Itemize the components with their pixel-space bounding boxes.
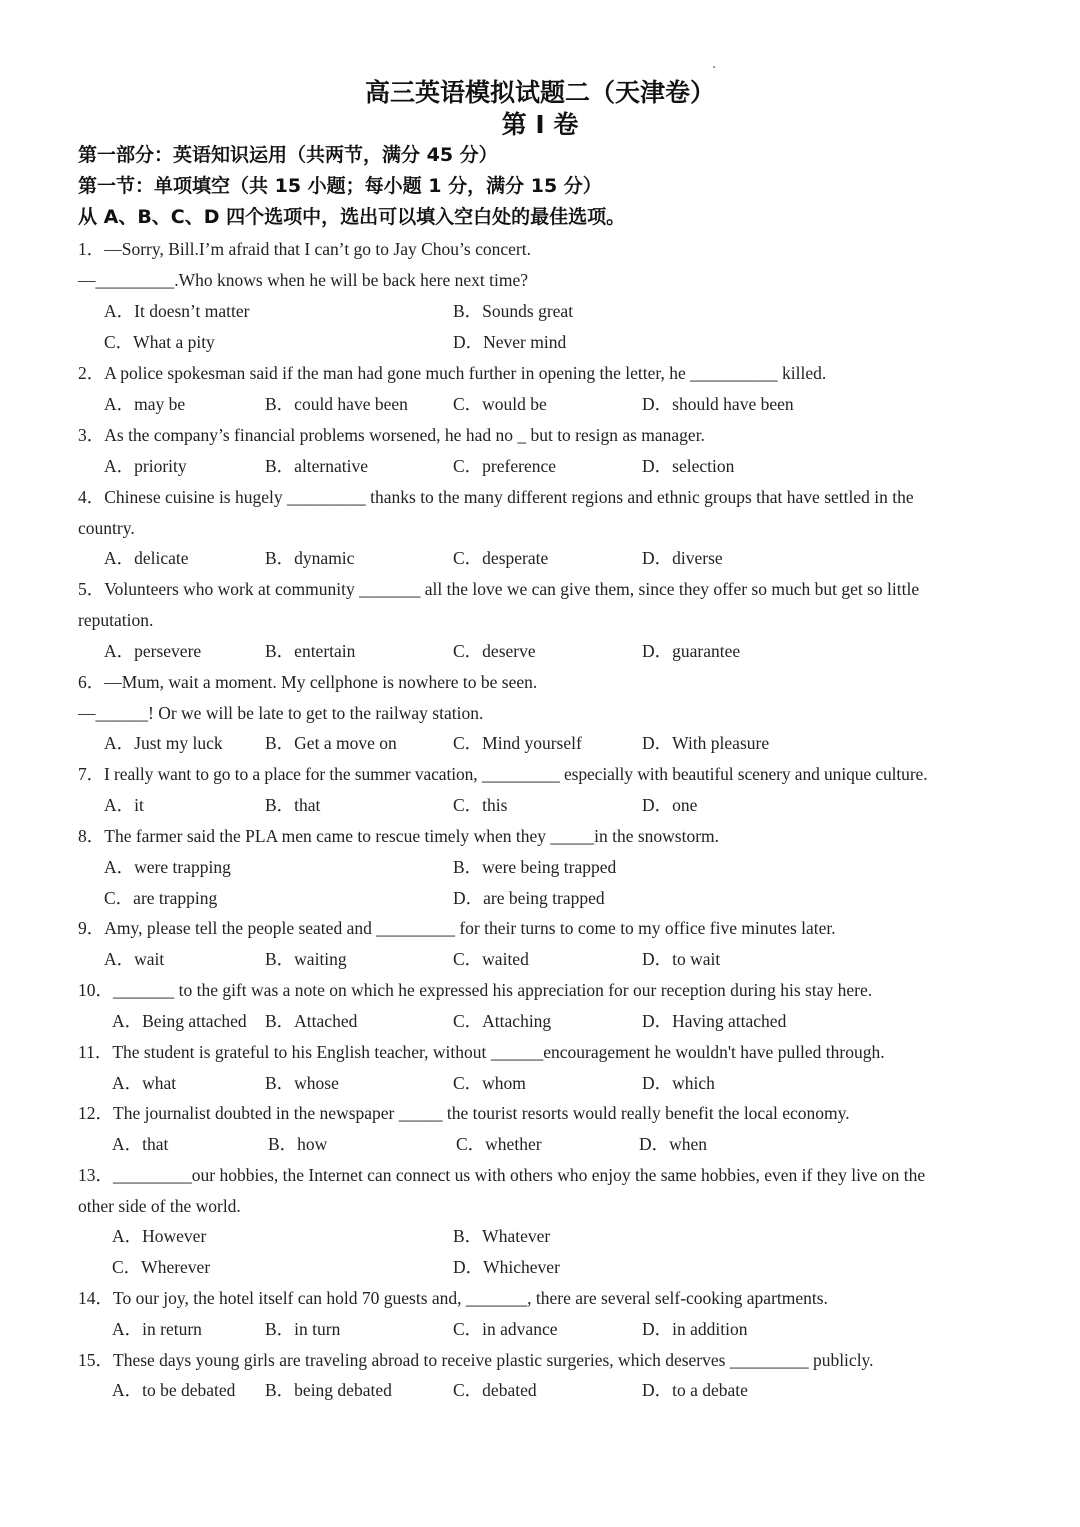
question-2-option-b: B．could have been <box>265 394 408 414</box>
question-8-option-c: C．are trapping <box>104 888 218 908</box>
question-7-line-1: 7．I really want to go to a place for the summer vacation, _________ especially with beautiful scenery and unique culture. <box>78 764 928 784</box>
question-4-option-c: C．desperate <box>453 548 549 568</box>
question-3-option-c: C．preference <box>453 456 556 476</box>
question-6-line-2: —______! Or we will be late to get to the railway station. <box>78 703 484 723</box>
page-title: 高三英语模拟试题二（天津卷） <box>364 78 715 107</box>
question-3-option-d: D．selection <box>642 456 735 476</box>
question-9-option-b: B．waiting <box>265 949 347 969</box>
question-13-option-b: B．Whatever <box>453 1226 551 1246</box>
question-13-line-2: other side of the world. <box>78 1196 241 1216</box>
question-4-option-a: A．delicate <box>104 548 189 568</box>
question-4-line-2: country. <box>78 518 135 538</box>
question-2-option-d: D．should have been <box>642 394 794 414</box>
question-10-line-1: 10．_______ to the gift was a note on which he expressed his appreciation for our reception during his stay here. <box>78 980 873 1000</box>
question-13-option-c: C．Wherever <box>112 1257 211 1277</box>
part-heading: 第一部分：英语知识运用（共两节，满分 45 分） <box>78 144 498 166</box>
question-9-option-a: A．wait <box>104 949 165 969</box>
question-12-line-1: 12．The journalist doubted in the newspaper _____ the tourist resorts would really benefit the local economy. <box>78 1103 850 1123</box>
question-2-option-a: A．may be <box>104 394 186 414</box>
question-8-option-d: D．are being trapped <box>453 888 605 908</box>
question-6-option-c: C．Mind yourself <box>453 733 582 753</box>
question-7-option-c: C．this <box>453 795 508 815</box>
question-5-line-2: reputation. <box>78 610 154 630</box>
question-13-option-a: A．However <box>112 1226 207 1246</box>
question-11-option-d: D．which <box>642 1073 715 1093</box>
question-4-option-d: D．diverse <box>642 548 723 568</box>
question-3-option-a: A．priority <box>104 456 187 476</box>
question-1-line-1: 1．—Sorry, Bill.I’m afraid that I can’t go to Jay Chou’s concert. <box>78 239 531 259</box>
question-1-line-2: —_________.Who knows when he will be back here next time? <box>78 270 529 290</box>
question-9-option-d: D．to wait <box>642 949 721 969</box>
question-7-option-a: A．it <box>104 795 144 815</box>
scan-speck <box>713 66 715 68</box>
question-12-option-c: C．whether <box>456 1134 542 1154</box>
question-14-line-1: 14．To our joy, the hotel itself can hold 70 guests and, _______, there are several self-cooking apartments. <box>78 1288 828 1308</box>
question-6-option-a: A．Just my luck <box>104 733 223 753</box>
question-3-option-b: B．alternative <box>265 456 369 476</box>
question-14-option-c: C．in advance <box>453 1319 558 1339</box>
question-13-line-1: 13．_________our hobbies, the Internet can connect us with others who enjoy the same hobbies, even if they live on the <box>78 1165 926 1185</box>
question-10-option-b: B．Attached <box>265 1011 358 1031</box>
question-4-line-1: 4．Chinese cuisine is hugely _________ thanks to the many different regions and ethnic groups that have settled in the <box>78 487 914 507</box>
question-5-line-1: 5．Volunteers who work at community _______ all the love we can give them, since they offer so much but get so little <box>78 579 920 599</box>
question-15-option-a: A．to be debated <box>112 1380 236 1400</box>
question-2-option-c: C．would be <box>453 394 547 414</box>
question-1-option-b: B．Sounds great <box>453 301 574 321</box>
question-5-option-a: A．persevere <box>104 641 202 661</box>
question-15-line-1: 15．These days young girls are traveling abroad to receive plastic surgeries, which deserves _________ publicly. <box>78 1350 874 1370</box>
question-11-option-a: A．what <box>112 1073 177 1093</box>
question-8-option-a: A．were trapping <box>104 857 231 877</box>
question-11-option-b: B．whose <box>265 1073 339 1093</box>
question-1-option-c: C．What a pity <box>104 332 215 352</box>
instruction-heading: 从 A、B、C、D 四个选项中，选出可以填入空白处的最佳选项。 <box>78 206 626 228</box>
question-3-line-1: 3．As the company’s financial problems worsened, he had no _ but to resign as manager. <box>78 425 705 445</box>
question-9-line-1: 9．Amy, please tell the people seated and _________ for their turns to come to my office five minutes later. <box>78 918 836 938</box>
question-12-option-d: D．when <box>639 1134 708 1154</box>
question-4-option-b: B．dynamic <box>265 548 355 568</box>
question-5-option-d: D．guarantee <box>642 641 741 661</box>
question-5-option-b: B．entertain <box>265 641 356 661</box>
question-2-line-1: 2．A police spokesman said if the man had gone much further in opening the letter, he __________ killed. <box>78 363 827 383</box>
question-10-option-d: D．Having attached <box>642 1011 787 1031</box>
volume-title: 第 I 卷 <box>501 110 579 139</box>
question-14-option-d: D．in addition <box>642 1319 748 1339</box>
question-14-option-b: B．in turn <box>265 1319 341 1339</box>
question-15-option-c: C．debated <box>453 1380 537 1400</box>
question-12-option-a: A．that <box>112 1134 169 1154</box>
question-12-option-b: B．how <box>268 1134 328 1154</box>
question-7-option-d: D．one <box>642 795 698 815</box>
question-7-option-b: B．that <box>265 795 321 815</box>
question-1-option-d: D．Never mind <box>453 332 567 352</box>
question-10-option-a: A．Being attached <box>112 1011 247 1031</box>
subsection-heading: 第一节：单项填空（共 15 小题；每小题 1 分，满分 15 分） <box>78 175 602 197</box>
question-5-option-c: C．deserve <box>453 641 536 661</box>
question-6-option-d: D．With pleasure <box>642 733 770 753</box>
question-11-line-1: 11．The student is grateful to his English teacher, without ______encouragement he wouldn't have pulled through. <box>78 1042 885 1062</box>
question-15-option-b: B．being debated <box>265 1380 392 1400</box>
question-6-option-b: B．Get a move on <box>265 733 397 753</box>
question-10-option-c: C．Attaching <box>453 1011 552 1031</box>
question-8-line-1: 8．The farmer said the PLA men came to rescue timely when they _____in the snowstorm. <box>78 826 720 846</box>
question-11-option-c: C．whom <box>453 1073 526 1093</box>
question-9-option-c: C．waited <box>453 949 529 969</box>
question-8-option-b: B．were being trapped <box>453 857 617 877</box>
question-13-option-d: D．Whichever <box>453 1257 560 1277</box>
question-15-option-d: D．to a debate <box>642 1380 748 1400</box>
question-14-option-a: A．in return <box>112 1319 202 1339</box>
question-6-line-1: 6．—Mum, wait a moment. My cellphone is nowhere to be seen. <box>78 672 538 692</box>
question-1-option-a: A．It doesn’t matter <box>104 301 250 321</box>
